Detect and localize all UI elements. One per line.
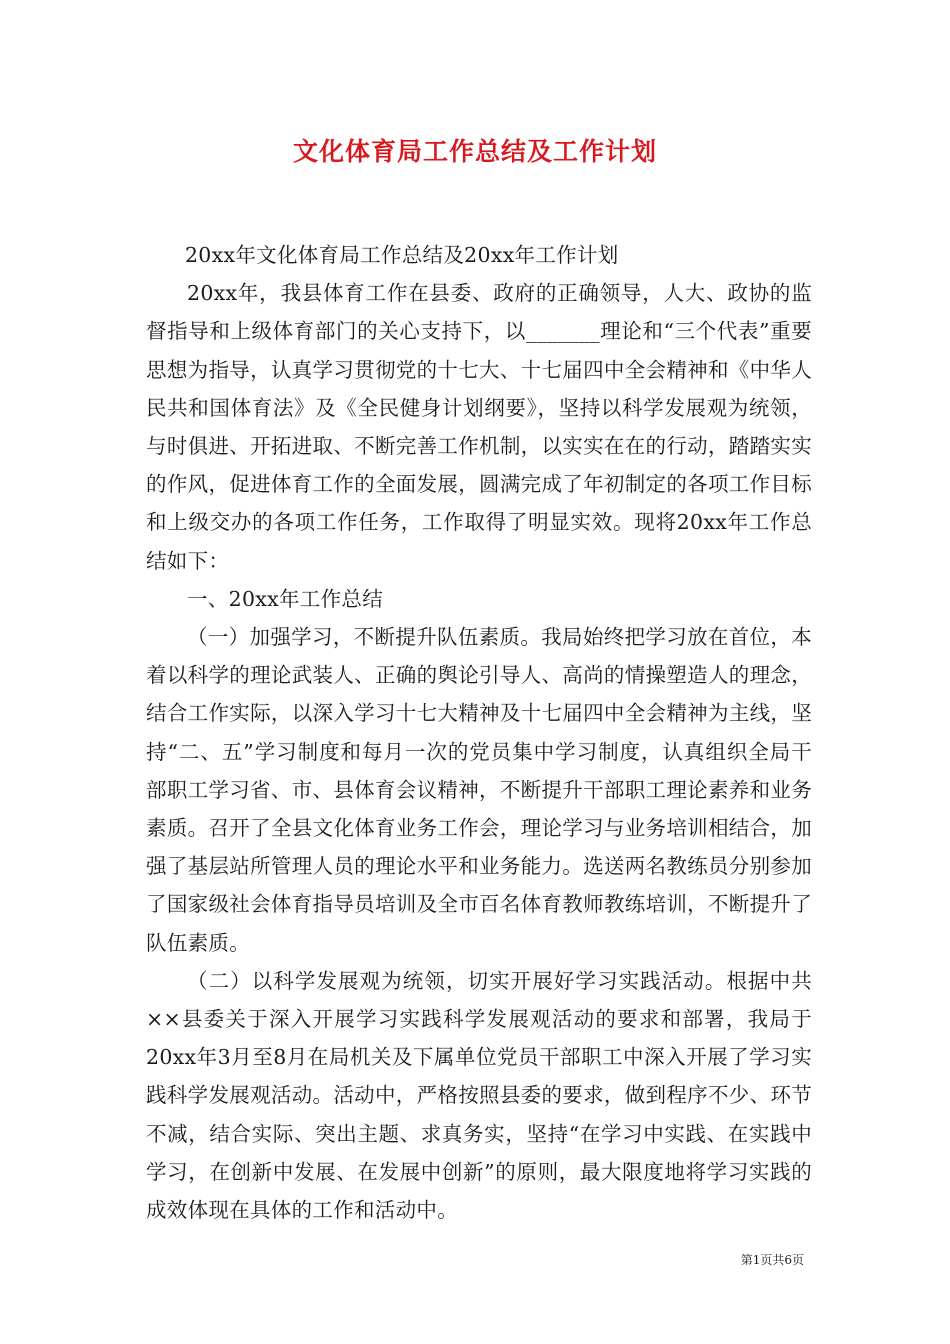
page-number: 第1页共6页 bbox=[740, 1253, 804, 1267]
paragraph-intro: 20xx年，我县体育工作在县委、政府的正确领导，人大、政协的监督指导和上级体育部门的关心支持下，以_______理论和“三个代表”重要思想为指导，认真学习贯彻党的十七大、十七届四中全会精神和《中华人民共和国体育法》及《全民健身计划纲要》，坚持以科学发展观为统领，与时俱进、开拓进取、不断完善工作机制，以实实在在的行动，踏踏实实的作风，促进体育工作的全面发展，圆满完成了年初制定的各项工作目标和上级交办的各项工作任务，工作取得了明显实效。现将20xx年工作总结如下： bbox=[146, 281, 812, 573]
document-body bbox=[146, 236, 812, 1229]
paragraph-section-1: （一）加强学习，不断提升队伍素质。我局始终把学习放在首位，本着以科学的理论武装人、正确的舆论引导人、高尚的情操塑造人的理念，结合工作实际，以深入学习十七大精神及十七届四中全会精神为主线，坚持“二、五”学习制度和每月一次的党员集中学习制度，认真组织全局干部职工学习省、市、县体育会议精神，不断提升干部职工理论素养和业务素质。召开了全县文化体育业务工作会，理论学习与业务培训相结合，加强了基层站所管理人员的理论水平和业务能力。选送两名教练员分别参加了国家级社会体育指导员培训及全市百名体育教师教练培训，不断提升了队伍素质。 bbox=[146, 625, 812, 955]
document-title: 文化体育局工作总结及工作计划 bbox=[292, 137, 657, 166]
section-heading: 一、20xx年工作总结 bbox=[187, 586, 384, 611]
paragraph-subtitle: 20xx年文化体育局工作总结及20xx年工作计划 bbox=[184, 243, 619, 267]
paragraph-section-2: （二）以科学发展观为统领，切实开展好学习实践活动。根据中共××县委关于深入开展学习实践科学发展观活动的要求和部署，我局于20xx年3月至8月在局机关及下属单位党员干部职工中深入开展了学习实践科学发展观活动。活动中，严格按照县委的要求，做到程序不少、环节不减，结合实际、突出主题、求真务实，坚持“在学习中实践、在实践中学习，在创新中发展、在发展中创新”的原则，最大限度地将学习实践的成效体现在具体的工作和活动中。 bbox=[146, 968, 812, 1223]
